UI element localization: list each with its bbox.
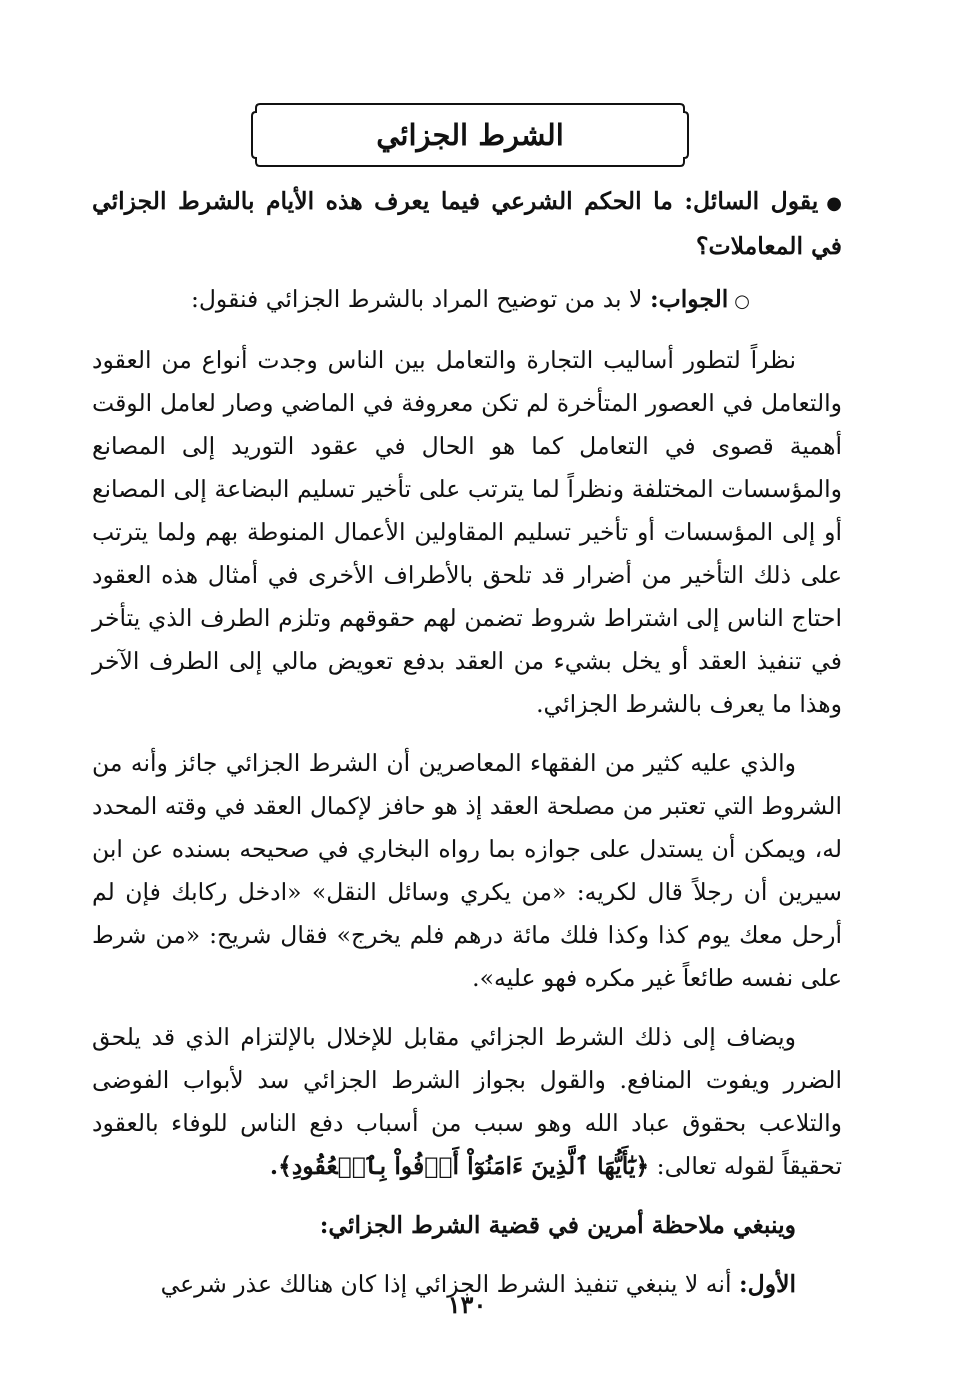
first-point-text: أنه لا ينبغي تنفيذ الشرط الجزائي إذا كان هنالك عذر شرعي xyxy=(160,1270,732,1298)
answer-text: لا بد من توضيح المراد بالشرط الجزائي فنقول: xyxy=(190,285,643,313)
title-frame xyxy=(250,102,690,168)
document-page xyxy=(92,0,842,1396)
paragraph-1: نظراً لتطور أساليب التجارة والتعامل بين الناس وجدت أنواع من العقود والتعامل في العصور المتأخرة لم تكن معروفة في الماضي وصار لعامل الوقت أهمية قصوى في التعامل كما هو الحال في عقود التوريد إلى المصانع والمؤسسات المختلفة ونظراً لما يترتب على تأخير تسليم البضاعة إلى المصانع أو إلى المؤسسات أو تأخير تسليم المقاولين الأعمال المنوطة بهم ولما يترتب على ذلك التأخير من أضرار قد تلحق بالأطراف الأخرى في أمثال هذه العقود احتاج الناس إلى اشتراط شروط تضمن لهم حقوقهم وتلزم الطرف الذي يتأخر في تنفيذ العقد أو يخل بشيء من العقد بدفع تعويض مالي إلى الطرف الآخر وهذا ما يعرف بالشرط الجزائي. xyxy=(92,346,842,718)
first-point-label: الأول: xyxy=(738,1270,796,1298)
quran-verse: ﴿يَٰٓأَيُّهَا ٱلَّذِينَ ءَامَنُوٓاْ أَوۡفُواْ بِٱلۡعُقُودِ﴾. xyxy=(269,1152,650,1180)
page-number: ١٣٠ xyxy=(447,1290,487,1319)
paragraph-3-text: ويضاف إلى ذلك الشرط الجزائي مقابل للإخلال بالإلتزام الذي قد يلحق الضرر ويفوت المنافع. والقول بجواز الشرط الجزائي سد لأبواب الفوضى والتلاعب بحقوق عباد الله وهو سبب من أسباب دفع الناس للوفاء بالعقود تحقيقاً لقوله تعالى: xyxy=(92,1023,842,1180)
question-text: يقول السائل: ما الحكم الشرعي فيما يعرف هذه الأيام بالشرط الجزائي في المعاملات؟ xyxy=(92,187,842,260)
paragraph-3 xyxy=(92,1016,842,1188)
body-text xyxy=(92,180,842,1322)
paragraph-4: وينبغي ملاحظة أمرين في قضية الشرط الجزائي: xyxy=(319,1211,796,1239)
question-paragraph xyxy=(92,180,842,268)
answer-label: الجواب: xyxy=(649,285,729,313)
page-title: الشرط الجزائي xyxy=(376,118,564,152)
bullet-icon: ● xyxy=(826,193,842,214)
paragraph-2: والذي عليه كثير من الفقهاء المعاصرين أن الشرط الجزائي جائز وأنه من الشروط التي تعتبر من مصلحة العقد إذ هو حافز لإكمال العقد في وقته المحدد له، ويمكن أن يستدل على جوازه بما رواه البخاري في صحيحه بسنده عن ابن سيرين أن رجلاً قال لكريه: «من يكري وسائل النقل» «ادخل ركابك فإن لم أرحل معك يوم كذا وكذا فلك مائة درهم فلم يخرج» فقال شريح: «من شرط على نفسه طائعاً غير مكره فهو عليه». xyxy=(92,749,842,992)
answer-paragraph xyxy=(92,278,842,323)
circle-icon: ○ xyxy=(734,291,750,312)
